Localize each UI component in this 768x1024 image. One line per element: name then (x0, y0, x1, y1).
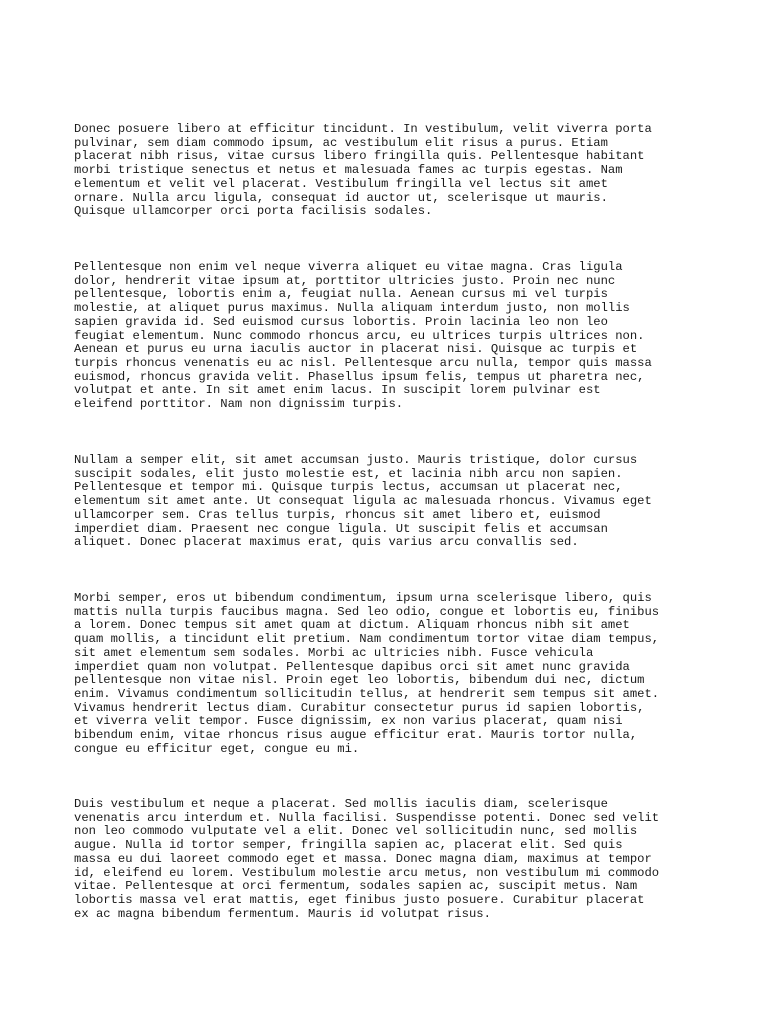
paragraph-5: Duis vestibulum et neque a placerat. Sed mollis iaculis diam, scelerisque venenatis arcu interdum et. Nulla facilisi. Suspendisse potenti. Donec sed velit non leo commodo vulputate vel a elit. Donec vel sollicitudin nunc, sed mollis augue. Nulla id tortor semper, fringilla sapien ac, placerat elit. Sed quis massa eu dui laoreet commodo eget et massa. Donec magna diam, maximus at tempor id, eleifend eu lorem. Vestibulum molestie arcu metus, non vestibulum mi commodo vitae. Pellentesque at orci fermentum, sodales sapien ac, suscipit metus. Nam lobortis massa vel erat mattis, eget finibus justo posuere. Curabitur placerat ex ac magna bibendum fermentum. Mauris id volutpat risus. (74, 797, 660, 921)
paragraph-4: Morbi semper, eros ut bibendum condimentum, ipsum urna scelerisque libero, quis mattis nulla turpis faucibus magna. Sed leo odio, congue et lobortis eu, finibus a lorem. Donec tempus sit amet quam at dictum. Aliquam rhoncus nibh sit amet quam mollis, a tincidunt elit pretium. Nam condimentum tortor vitae diam tempus, sit amet elementum sem sodales. Morbi ac ultricies nibh. Fusce vehicula imperdiet quam non volutpat. Pellentesque dapibus orci sit amet nunc gravida pellentesque non vitae nisl. Proin eget leo lobortis, bibendum dui nec, dictum enim. Vivamus condimentum sollicitudin tellus, at hendrerit sem tempus sit amet. Vivamus hendrerit lectus diam. Curabitur consectetur purus id sapien lobortis, et viverra velit tempor. Fusce dignissim, ex non varius placerat, quam nisi bibendum enim, vitae rhoncus risus augue efficitur erat. Mauris tortor nulla, congue eu efficitur eget, congue eu mi. (74, 591, 660, 756)
paragraph-1: Donec posuere libero at efficitur tincidunt. In vestibulum, velit viverra porta pulvinar, sem diam commodo ipsum, ac vestibulum elit risus a purus. Etiam placerat nibh risus, vitae cursus libero fringilla quis. Pellentesque habitant morbi tristique senectus et netus et malesuada fames ac turpis egestas. Nam elementum et velit vel placerat. Vestibulum fringilla vel lectus sit amet ornare. Nulla arcu ligula, consequat id auctor ut, scelerisque ut mauris. Quisque ullamcorper orci porta facilisis sodales. (74, 122, 652, 219)
paragraph-3: Nullam a semper elit, sit amet accumsan justo. Mauris tristique, dolor cursus suscipit sodales, elit justo molestie est, et lacinia nibh arcu non sapien. Pellentesque et tempor mi. Quisque turpis lectus, accumsan ut placerat nec, elementum sit amet ante. Ut consequat ligula ac malesuada rhoncus. Vivamus eget ullamcorper sem. Cras tellus turpis, rhoncus sit amet libero et, euismod imperdiet diam. Praesent nec congue ligula. Ut suscipit felis et accumsan aliquet. Donec placerat maximus erat, quis varius arcu convallis sed. (74, 453, 652, 550)
paragraph-2: Pellentesque non enim vel neque viverra aliquet eu vitae magna. Cras ligula dolor, hendrerit vitae ipsum at, porttitor ultricies justo. Proin nec nunc pellentesque, lobortis enim a, feugiat nulla. Aenean cursus mi vel turpis molestie, at aliquet purus maximus. Nulla aliquam interdum justo, non mollis sapien gravida id. Sed euismod cursus lobortis. Proin lacinia leo non leo feugiat elementum. Nunc commodo rhoncus arcu, eu ultrices turpis ultrices non. Aenean et purus eu urna iaculis auctor in placerat nisi. Quisque ac turpis et turpis rhoncus venenatis eu ac nisl. Pellentesque arcu nulla, tempor quis massa euismod, rhoncus gravida velit. Phasellus ipsum felis, tempus ut pharetra nec, volutpat et ante. In sit amet enim lacus. In suscipit lorem pulvinar est eleifend porttitor. Nam non dignissim turpis. (74, 260, 652, 412)
